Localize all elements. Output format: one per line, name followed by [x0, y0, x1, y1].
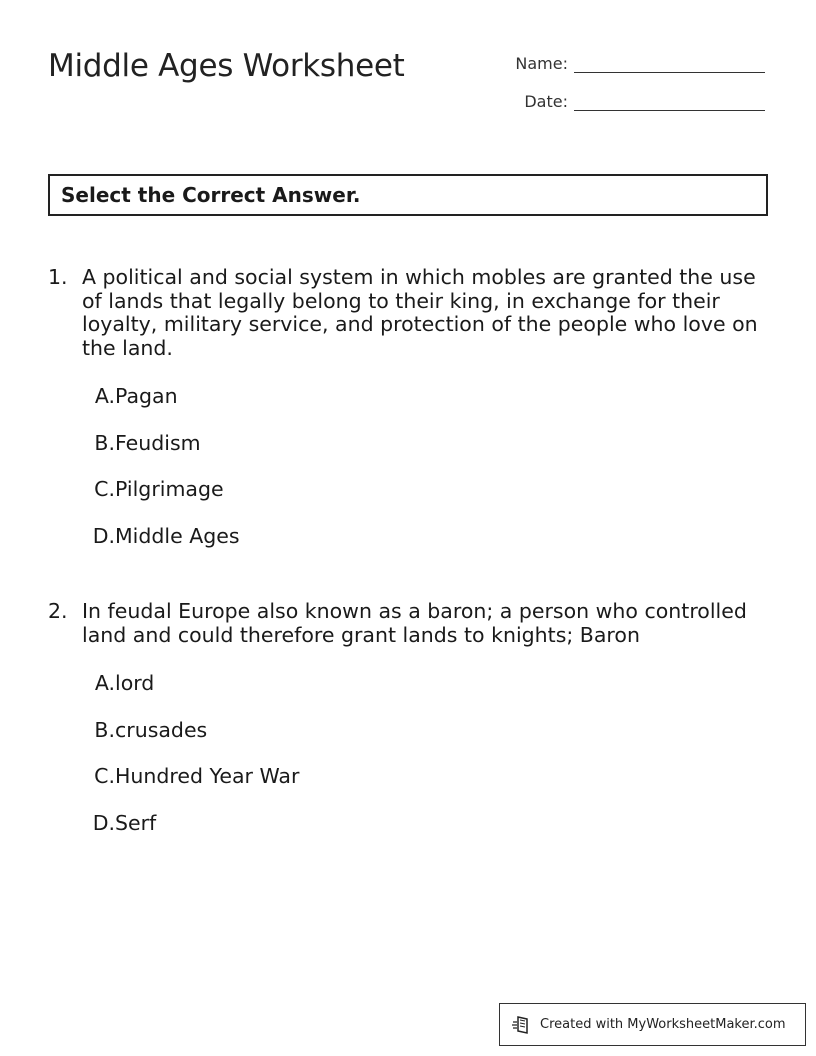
choice-text: Middle Ages [115, 524, 240, 549]
name-line [574, 58, 765, 73]
choice-text: crusades [115, 717, 208, 742]
choice-letter: B. [94, 430, 115, 455]
choice-text: Serf [115, 811, 157, 836]
instructions-box: Select the Correct Answer. [48, 174, 768, 216]
answer-choices [78, 384, 768, 571]
choice-letter: C. [94, 477, 115, 502]
worksheet-maker-logo-icon [512, 1015, 532, 1035]
date-field [508, 92, 765, 111]
name-field [508, 54, 765, 73]
question-2 [48, 600, 768, 858]
choice-text: Hundred Year War [115, 764, 300, 789]
answer-choice [78, 384, 768, 431]
footer-text: Created with MyWorksheetMaker.com [540, 1017, 786, 1032]
choice-text: Pilgrimage [115, 477, 224, 502]
answer-choice [78, 671, 768, 718]
question-number: 1. [48, 265, 68, 289]
question-text: A political and social system in which mobles are granted the use of lands that legally belong to their king, in exchange for their loyalty, military service, and protection of the people who love on the land. [82, 265, 758, 360]
choice-letter: A. [94, 671, 115, 695]
question-1 [48, 266, 768, 571]
choice-letter: C. [94, 764, 115, 789]
footer-credit [499, 1003, 806, 1046]
answer-choice [78, 524, 768, 571]
date-line [574, 96, 765, 111]
answer-choice [78, 431, 768, 478]
answer-choice [78, 764, 768, 811]
page-title: Middle Ages Worksheet [48, 48, 405, 84]
answer-choice [78, 718, 768, 765]
choice-letter: A. [94, 384, 115, 408]
choice-text: Pagan [115, 384, 178, 408]
choice-letter: B. [94, 717, 115, 742]
question-text: In feudal Europe also known as a baron; a person who controlled land and could therefore grant lands to knights; Baron [82, 599, 747, 647]
question-number: 2. [48, 599, 68, 623]
name-label: Name: [515, 54, 568, 73]
choice-letter: D. [92, 524, 115, 549]
answer-choice [78, 477, 768, 524]
date-label: Date: [524, 92, 568, 111]
choice-letter: D. [92, 811, 115, 836]
answer-choices [78, 671, 768, 858]
choice-text: lord [115, 671, 155, 695]
choice-text: Feudism [115, 430, 201, 455]
answer-choice [78, 811, 768, 858]
